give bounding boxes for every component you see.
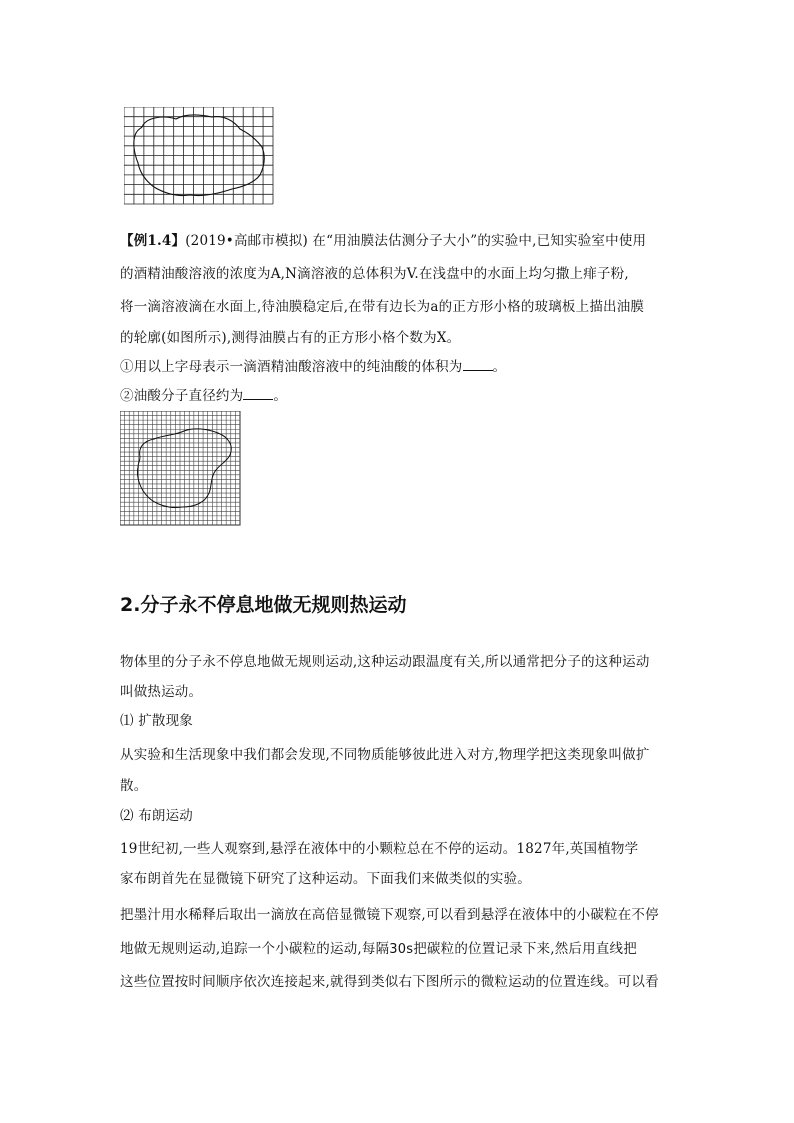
section-p2-line-2: 散。: [120, 778, 148, 794]
example-line-4: 的轮廓(如图所示),测得油膜占有的正方形小格个数为X。: [120, 330, 461, 346]
oil-film-grid-figure-2: [120, 411, 242, 527]
answer-blank-2[interactable]: [243, 385, 273, 400]
section-p4-line-1: 把墨汁用水稀释后取出一滴放在高倍显微镜下观察,可以看到悬浮在液体中的小碳粒在不停: [120, 907, 659, 923]
section-p4-line-2b: 把碳粒的位置记录下来,然后用直线把: [413, 941, 637, 957]
question-1: [120, 352, 680, 382]
question-2: [120, 381, 680, 411]
section-p4-line-2: [120, 934, 680, 965]
subheading-diffusion: ⑴ 扩散现象: [120, 713, 193, 729]
section-p3-line-1: 19世纪初,一些人观察到,悬浮在液体中的小颗粒总在不停的运动。1827年,英国植物学: [120, 841, 639, 857]
example-line-1-text: (2019•高邮市模拟) 在“用油膜法估测分子大小”的实验中,已知实验室中使用: [185, 233, 647, 249]
example-line-3: 将一滴溶液滴在水面上,待油膜稳定后,在带有边长为a的正方形小格的玻璃板上描出油膜: [120, 299, 645, 315]
subheading-brownian-motion: ⑵ 布朗运动: [120, 808, 193, 824]
example-line-1: [120, 226, 680, 256]
section-p1-line-1: 物体里的分子永不停息地做无规则运动,这种运动跟温度有关,所以通常把分子的这种运动: [120, 654, 650, 670]
question-1-text: ①用以上字母表示一滴酒精油酸溶液中的纯油酸的体积为: [120, 359, 463, 375]
section-p3-line-2: 家布朗首先在显微镜下研究了这种运动。下面我们来做类似的实验。: [120, 871, 531, 887]
section-p1-line-2: 叫做热运动。: [120, 684, 203, 700]
answer-blank-1[interactable]: [463, 356, 493, 371]
example-line-2: 的酒精油酸溶液的浓度为A,N滴溶液的总体积为V.在浅盘中的水面上均匀撒上痱子粉,: [120, 266, 629, 282]
interval-30s: 30s: [389, 942, 414, 957]
question-2-end: 。: [273, 388, 288, 404]
section-title: 2.分子永不停息地做无规则热运动: [120, 594, 407, 616]
section-p2-line-1: 从实验和生活现象中我们都会发现,不同物质能够彼此进入对方,物理学把这类现象叫做扩: [120, 747, 650, 763]
oil-film-grid-figure-1: [124, 107, 274, 205]
question-1-end: 。: [492, 359, 507, 375]
example-tag: 【例1.4】: [120, 233, 186, 249]
section-p4-line-2a: 地做无规则运动,追踪一个小碳粒的运动,每隔: [120, 941, 390, 957]
section-p4-line-3: 这些位置按时间顺序依次连接起来,就得到类似右下图所示的微粒运动的位置连线。可以看: [120, 974, 659, 990]
question-2-text: ②油酸分子直径约为: [120, 388, 244, 404]
